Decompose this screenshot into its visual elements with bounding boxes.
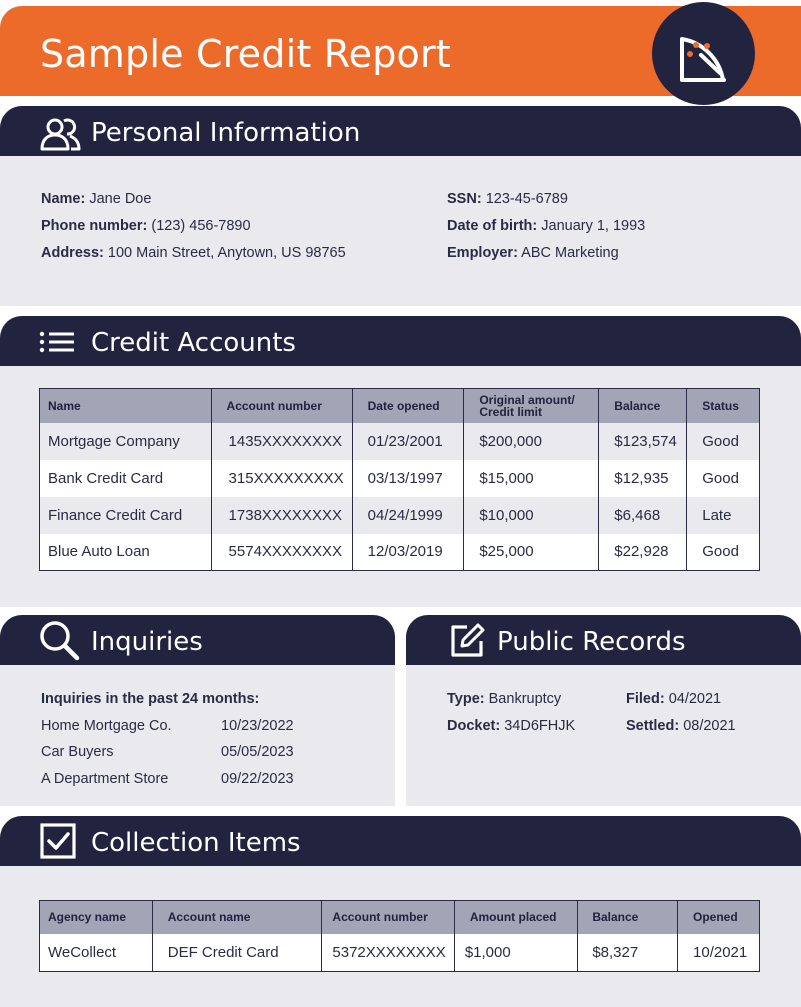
cell-account-number: 5372XXXXXXXX [322,934,454,972]
column-header: Date opened [352,389,464,423]
checkbox-icon [39,822,79,862]
field-value: Bankruptcy [488,691,562,707]
field-value: (123) 456-7890 [151,218,251,234]
credit-accounts-header [0,316,801,366]
record-settled-field [626,718,736,734]
field-value: ABC Marketing [521,245,619,261]
dob-field [447,218,645,234]
list-icon [38,326,78,362]
credit-accounts-heading: Credit Accounts [91,328,296,358]
column-header: Status [687,389,760,423]
field-label: Settled: [626,718,680,734]
field-label: Address: [41,245,104,261]
cell-status: Good [687,534,760,571]
column-header: Account number [211,389,352,423]
inquiry-name: A Department Store [41,771,169,787]
cell-account-number: 315XXXXXXXXX [211,460,352,497]
cell-date-opened: 04/24/1999 [352,497,464,534]
field-label: Docket: [447,718,501,734]
inquiries-subheading: Inquiries in the past 24 months: [41,691,260,707]
inquiry-date: 10/23/2022 [221,718,294,734]
cell-balance: $8,327 [578,934,678,972]
field-value: January 1, 1993 [541,218,646,234]
inquiry-name: Car Buyers [41,744,114,760]
field-label: Date of birth: [447,218,538,234]
employer-field [447,245,619,261]
cell-name: Finance Credit Card [40,497,212,534]
personal-info-heading: Personal Information [91,118,361,148]
cell-balance: $22,928 [599,534,687,571]
cell-balance: $6,468 [599,497,687,534]
gauge-icon [652,2,755,105]
field-label: Name: [41,191,86,207]
cell-balance: $123,574 [599,423,687,460]
table-row [40,497,760,534]
ssn-field [447,191,568,207]
cell-name: Blue Auto Loan [48,543,150,561]
column-header: Balance [599,389,687,423]
column-header: Amount placed [454,901,577,934]
personal-info-header [0,106,801,156]
field-value: Jane Doe [89,191,152,207]
cell-account-number: 1738XXXXXXXX [211,497,352,534]
collection-items-header [0,816,801,866]
field-value: 08/2021 [683,718,736,734]
cell-name: Bank Credit Card [48,469,164,487]
collection-items-heading: Collection Items [91,828,301,858]
address-field [41,245,346,261]
column-header: Account name [152,901,322,934]
field-label: Phone number: [41,218,148,234]
column-header: Balance [578,901,678,934]
inquiries-panel [0,665,395,806]
record-type-field [447,691,561,707]
cell-original-amount: $200,000 [464,423,599,460]
cell-date-opened: 01/23/2001 [352,423,464,460]
column-header: Agency name [40,901,153,934]
report-title: Sample Credit Report [40,32,451,76]
collection-items-table [39,900,760,972]
table-header-row [40,901,760,934]
column-header: Account number [322,901,454,934]
public-records-heading: Public Records [497,627,686,657]
cell-amount-placed: $1,000 [454,934,577,972]
column-header: Opened [678,901,760,934]
inquiries-header [0,615,395,665]
personal-info-panel [0,156,801,306]
inquiry-date: 09/22/2023 [221,771,294,787]
cell-account-number: 1435XXXXXXXX [211,423,352,460]
field-label: Type: [447,691,485,707]
cell-status: Good [687,460,760,497]
cell-original-amount: $10,000 [464,497,599,534]
cell-account-number: 5574XXXXXXXX [211,534,352,571]
column-header: Original amount/ Credit limit [464,389,599,423]
field-label: Employer: [447,245,518,261]
record-docket-field [447,718,575,734]
field-value: 34D6FHJK [504,718,576,734]
phone-field [41,218,251,234]
cell-date-opened: 03/13/1997 [352,460,464,497]
column-header: Name [40,389,212,423]
edit-icon [447,621,487,661]
table-row [40,423,760,460]
public-records-panel [406,665,801,806]
table-row [40,534,760,571]
field-value: 100 Main Street, Anytown, US 98765 [107,245,346,261]
cell-agency-name: WeCollect [48,943,117,961]
people-icon [38,113,82,153]
inquiry-name: Home Mortgage Co. [41,718,172,734]
field-label: Filed: [626,691,665,707]
public-records-header [406,615,801,665]
search-icon [38,619,82,663]
field-value: 123-45-6789 [485,191,568,207]
cell-name: Mortgage Company [40,423,212,460]
table-row [40,460,760,497]
credit-accounts-table [39,388,760,571]
cell-date-opened: 12/03/2019 [352,534,464,571]
table-header-row [40,389,760,423]
inquiries-heading: Inquiries [91,627,203,657]
table-row [40,934,760,972]
cell-original-amount: $15,000 [464,460,599,497]
cell-account-name: DEF Credit Card [152,934,322,972]
cell-original-amount: $25,000 [464,534,599,571]
record-filed-field [626,691,721,707]
cell-status: Late [687,497,760,534]
cell-status: Good [687,423,760,460]
field-label: SSN: [447,191,482,207]
cell-opened: 10/2021 [678,934,760,972]
name-field [41,191,151,207]
cell-balance: $12,935 [599,460,687,497]
inquiry-date: 05/05/2023 [221,744,294,760]
field-value: 04/2021 [668,691,722,707]
